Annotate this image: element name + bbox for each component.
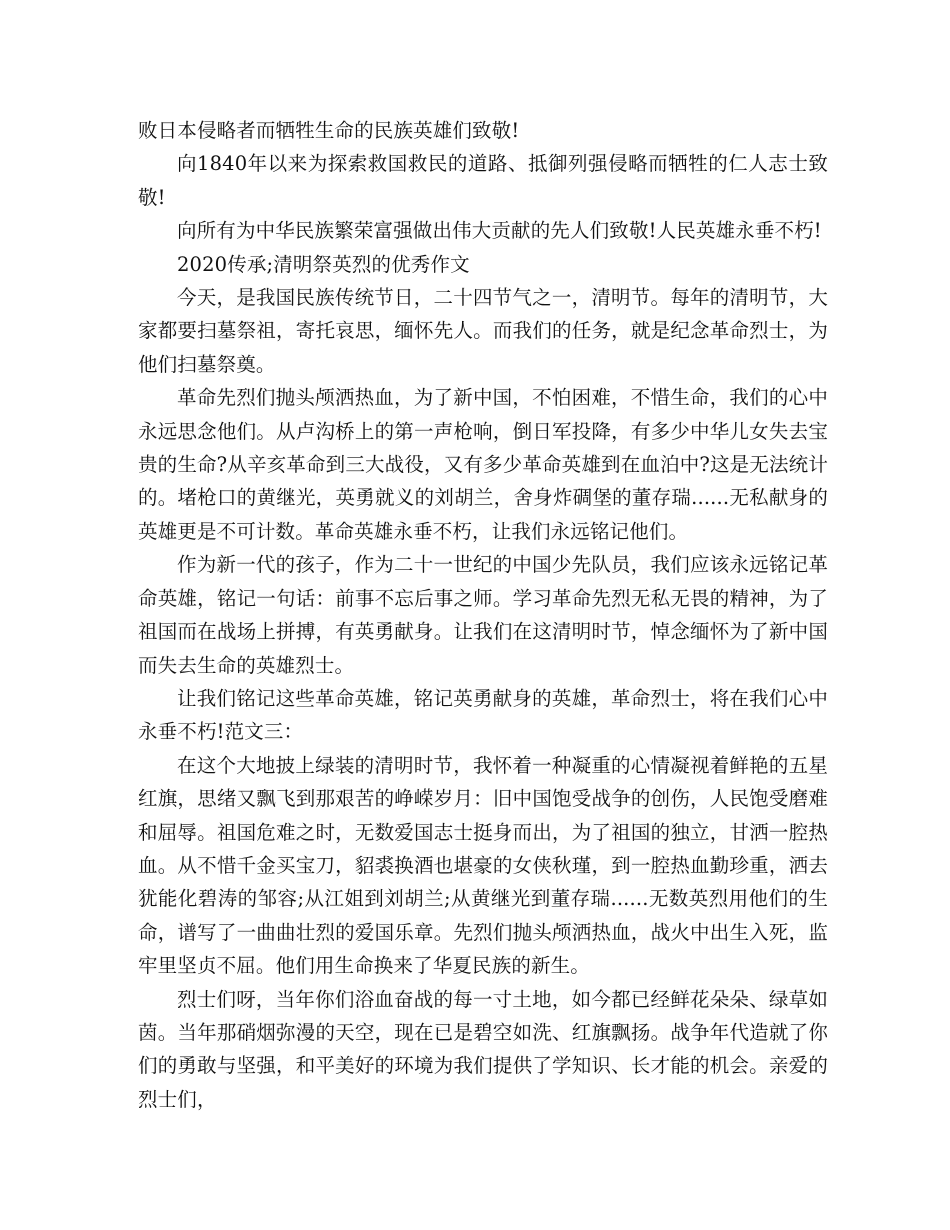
paragraph-9: 在这个大地披上绿装的清明时节，我怀着一种凝重的心情凝视着鲜艳的五星红旗，思绪又飘飞到那艰苦的峥嵘岁月：旧中国饱受战争的创伤，人民饱受磨难和屈辱。祖国危难之时，无数爱国志士挺身而出，为了祖国的独立，甘洒一腔热血。从不惜千金买宝刀，貂裘换酒也堪豪的女侠秋瑾，到一腔热血勤珍重，洒去犹能化碧涛的邹容;从江姐到刘胡兰;从黄继光到董存瑞......无数英烈用他们的生命，谱写了一曲曲壮烈的爱国乐章。先烈们抛头颅洒热血，战火中出生入死，监牢里坚贞不屈。他们用生命换来了华夏民族的新生。 xyxy=(138,753,828,978)
paragraph-6: 革命先烈们抛头颅洒热血，为了新中国，不怕困难，不惜生命，我们的心中永远思念他们。从卢沟桥上的第一声枪响，倒日军投降，有多少中华儿女失去宝贵的生命?从辛亥革命到三大战役，又有多少革命英雄到在血泊中?这是无法统计的。堵枪口的黄继光，英勇就义的刘胡兰，舍身炸碉堡的董存瑞......无私献身的英雄更是不可计数。革命英雄永垂不朽，让我们永远铭记他们。 xyxy=(138,386,828,543)
paragraph-2: 向1840年以来为探索救国救民的道路、抵御列强侵略而牺牲的仁人志士致敬! xyxy=(138,152,828,209)
paragraph-8: 让我们铭记这些革命英雄，铭记英勇献身的英雄，革命烈士，将在我们心中永垂不朽!范文三： xyxy=(138,686,828,744)
paragraph-10: 烈士们呀，当年你们浴血奋战的每一寸土地，如今都已经鲜花朵朵、绿草如茵。当年那硝烟弥漫的天空，现在已是碧空如洗、红旗飘扬。战争年代造就了你们的勇敢与坚强，和平美好的环境为我们提供了学知识、长才能的机会。亲爱的烈士们， xyxy=(138,987,828,1111)
paragraph-1: 败日本侵略者而牺牲生命的民族英雄们致敬! xyxy=(138,119,520,142)
paragraph-7: 作为新一代的孩子，作为二十一世纪的中国少先队员，我们应该永远铭记革命英雄，铭记一句话：前事不忘后事之师。学习革命先烈无私无畏的精神，为了祖国而在战场上拼搏，有英勇献身。让我们在这清明时节，悼念缅怀为了新中国而失去生命的英雄烈士。 xyxy=(138,553,828,677)
document-body xyxy=(138,114,828,1116)
paragraph-5: 今天，是我国民族传统节日，二十四节气之一，清明节。每年的清明节，大家都要扫墓祭祖，寄托哀思，缅怀先人。而我们的任务，就是纪念革命烈士，为他们扫墓祭奠。 xyxy=(138,286,828,376)
paragraph-3: 向所有为中华民族繁荣富强做出伟大贡献的先人们致敬!人民英雄永垂不朽! xyxy=(177,219,822,243)
section-heading: 2020传承;清明祭英烈的优秀作文 xyxy=(177,252,470,276)
